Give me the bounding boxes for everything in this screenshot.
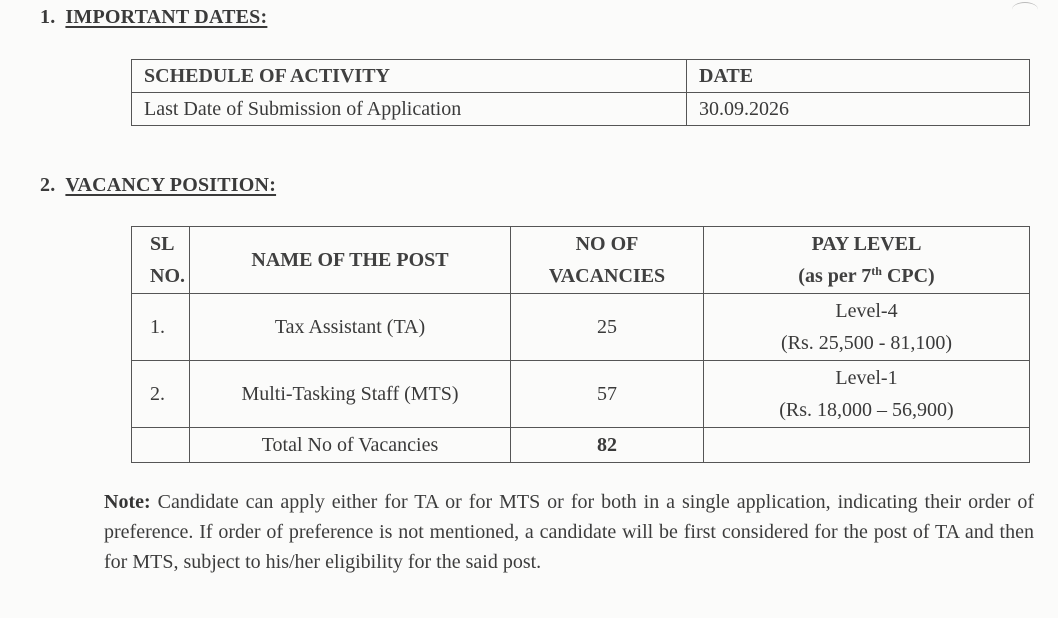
pay-range: (Rs. 18,000 – 56,900) [779,399,954,421]
total-label-cell: Total No of Vacancies [190,428,511,463]
superscript: th [871,264,882,278]
note-label: Note: [104,491,151,513]
note-paragraph [104,487,1034,577]
vacancies-cell: 57 [511,361,704,428]
vacancies-cell: 25 [511,294,704,361]
section-number: 1. [40,6,56,28]
note-text: Candidate can apply either for TA or for MTS or for both in a single application, indicating their order of preference. If order of preference is not mentioned, a candidate will be first considered for the post of TA and then for MTS, subject to his/her eligibility for the said post. [104,491,1034,573]
pay-level: Level-1 [835,367,898,389]
table-header-row [132,227,1030,294]
empty-cell [132,428,190,463]
header-line: CPC) [881,265,935,287]
important-dates-table [131,59,1030,126]
sl-cell: 2. [132,361,190,428]
table-row [132,93,1030,126]
pay-level-cell [704,361,1030,428]
section-heading-important-dates [40,6,267,29]
section-title: IMPORTANT DATES: [65,6,268,28]
column-header-post-name: NAME OF THE POST [190,227,511,294]
header-line: NO OF [575,233,639,255]
column-header: DATE [687,60,1030,93]
header-line: NO. [150,265,185,287]
column-header: SCHEDULE OF ACTIVITY [132,60,687,93]
section-heading-vacancy-position [40,174,276,197]
page-corner-mark [1012,2,1038,17]
vacancy-table [131,226,1030,463]
table-total-row [132,428,1030,463]
column-header-sl-no [132,227,190,294]
table-cell: 30.09.2026 [687,93,1030,126]
column-header-vacancies [511,227,704,294]
pay-range: (Rs. 25,500 - 81,100) [780,332,953,354]
sl-cell: 1. [132,294,190,361]
total-vacancies-cell: 82 [511,428,704,463]
header-line: SL [150,233,175,255]
column-header-pay-level [704,227,1030,294]
header-line: (as per 7 [798,265,872,287]
table-header-row [132,60,1030,93]
section-title: VACANCY POSITION: [65,174,277,196]
table-row [132,294,1030,361]
pay-level: Level-4 [835,300,898,322]
table-cell: Last Date of Submission of Application [132,93,687,126]
empty-cell [704,428,1030,463]
header-line: VACANCIES [548,265,666,287]
post-name-cell: Multi-Tasking Staff (MTS) [190,361,511,428]
section-number: 2. [40,174,56,196]
post-name-cell: Tax Assistant (TA) [190,294,511,361]
header-line: PAY LEVEL [811,233,922,255]
pay-level-cell [704,294,1030,361]
table-row [132,361,1030,428]
